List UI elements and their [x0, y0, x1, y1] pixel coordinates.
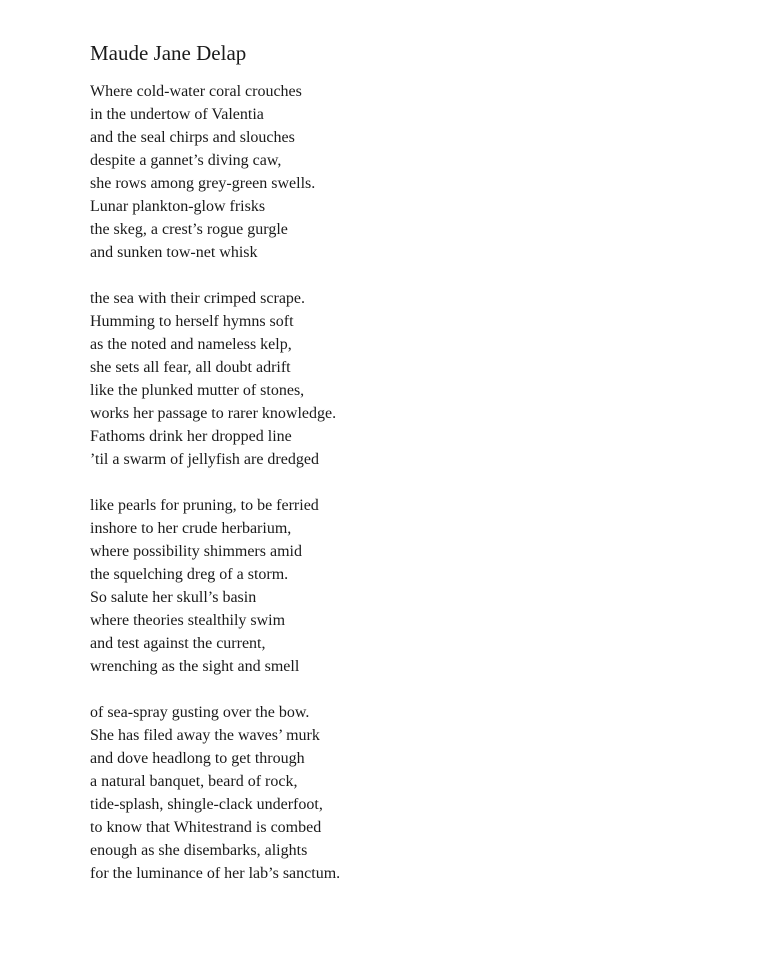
poem-title: Maude Jane Delap: [90, 41, 247, 65]
poem-line: and sunken tow-net whisk: [90, 244, 258, 261]
poem-line: She has filed away the waves’ murk: [90, 727, 320, 744]
poem-line: she sets all fear, all doubt adrift: [90, 359, 291, 376]
poem-line: Fathoms drink her dropped line: [90, 428, 292, 445]
poem-line: for the luminance of her lab’s sanctum.: [90, 865, 341, 882]
poem-line: wrenching as the sight and smell: [90, 658, 300, 675]
poem-line: Lunar plankton-glow frisks: [90, 198, 266, 215]
poem-line: the sea with their crimped scrape.: [90, 290, 306, 307]
poem-line: and test against the current,: [90, 635, 266, 652]
poem-line: where possibility shimmers amid: [90, 543, 302, 560]
poem-line: she rows among grey-green swells.: [90, 175, 316, 192]
poem-line: and dove headlong to get through: [90, 750, 305, 767]
poem-line: and the seal chirps and slouches: [90, 129, 295, 146]
poem-line: like pearls for pruning, to be ferried: [90, 497, 319, 514]
stanza-3: [90, 494, 730, 678]
poem-line: where theories stealthily swim: [90, 612, 286, 629]
poem-line: in the undertow of Valentia: [90, 106, 264, 123]
stanza-1: [90, 80, 730, 264]
poem-line: as the noted and nameless kelp,: [90, 336, 292, 353]
poem-line: despite a gannet’s diving caw,: [90, 152, 282, 169]
poem-line: inshore to her crude herbarium,: [90, 520, 292, 537]
poem-line: of sea-spray gusting over the bow.: [90, 704, 310, 721]
poem-line: Humming to herself hymns soft: [90, 313, 294, 330]
poem-line: to know that Whitestrand is combed: [90, 819, 322, 836]
poem-line: like the plunked mutter of stones,: [90, 382, 305, 399]
stanza-4: [90, 701, 730, 885]
poem-line: a natural banquet, beard of rock,: [90, 773, 298, 790]
poem-line: ’til a swarm of jellyfish are dredged: [90, 451, 319, 468]
poem-line: works her passage to rarer knowledge.: [90, 405, 337, 422]
poem-line: enough as she disembarks, alights: [90, 842, 308, 859]
poem-page: [90, 38, 730, 908]
poem-line: tide-splash, shingle-clack underfoot,: [90, 796, 323, 813]
poem-line: So salute her skull’s basin: [90, 589, 257, 606]
poem-line: Where cold-water coral crouches: [90, 83, 302, 100]
poem-line: the skeg, a crest’s rogue gurgle: [90, 221, 288, 238]
poem-line: the squelching dreg of a storm.: [90, 566, 289, 583]
stanza-2: [90, 287, 730, 471]
